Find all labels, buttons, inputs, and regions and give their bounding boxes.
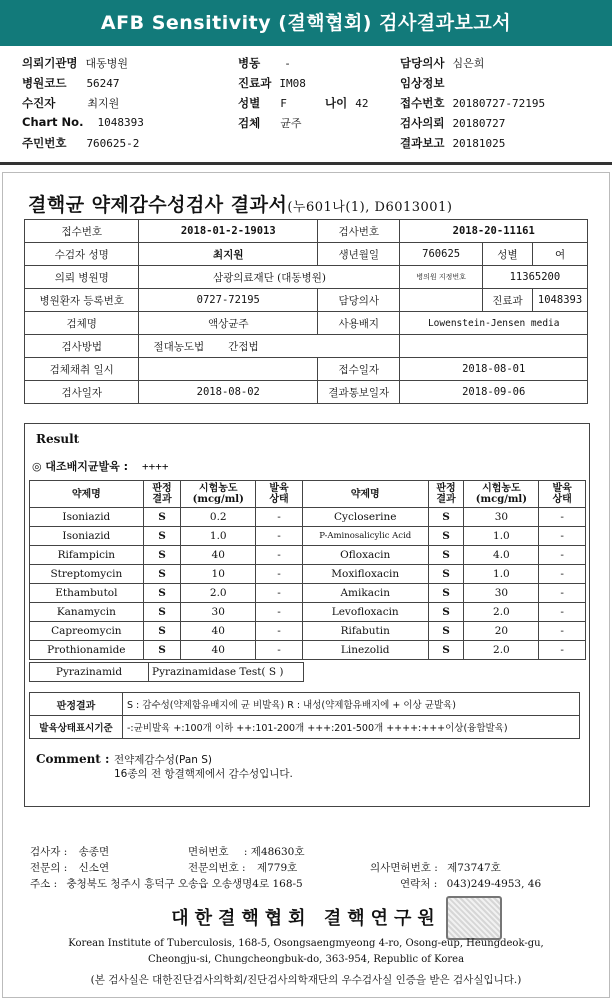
drug-result: S — [143, 527, 181, 546]
collect-date-label: 검체채취 일시 — [25, 358, 139, 381]
drug-result: S — [428, 622, 464, 641]
drug-result: S — [143, 622, 181, 641]
drug-name: Linezolid — [302, 641, 428, 660]
drug-header: 약제명 — [30, 481, 144, 508]
drug-header: 약제명 — [302, 481, 428, 508]
drug-conc: 30 — [464, 584, 539, 603]
drug-result: S — [428, 641, 464, 660]
drug-name: Streptomycin — [30, 565, 144, 584]
drug-result: S — [428, 565, 464, 584]
result-report-label: 결과보고 — [400, 136, 445, 150]
collect-date-value — [139, 358, 318, 381]
drug-result: S — [428, 527, 464, 546]
drug-growth: - — [539, 527, 586, 546]
table-row — [30, 527, 586, 546]
accreditation-note: (본 검사실은 대한진단검사의학회/진단검사의학재단의 우수검사실 인증을 받은 검사실입니다.) — [90, 974, 522, 986]
drug-name: Amikacin — [302, 584, 428, 603]
test-date-value: 2018-08-02 — [139, 381, 318, 404]
drug-growth: - — [539, 546, 586, 565]
patient-reg-value: 0727-72195 — [139, 289, 318, 312]
org-name: 대한결핵협회 결핵연구원 — [171, 908, 441, 929]
hosp-code-value: 11365200 — [482, 266, 587, 289]
drug-growth: - — [539, 584, 586, 603]
examinee-value: 최지원 — [87, 97, 120, 110]
table-row — [30, 603, 586, 622]
drug-growth: - — [256, 565, 303, 584]
drug-growth: - — [256, 641, 303, 660]
official-seal — [446, 896, 502, 940]
drug-result: S — [428, 508, 464, 527]
judge-header: 판정 결과 — [428, 481, 464, 508]
hosp-code-label: 병의원 지정번호 — [400, 266, 482, 289]
drug-conc: 40 — [181, 641, 256, 660]
sex-label: 성별 — [482, 243, 532, 266]
drug-result: S — [143, 584, 181, 603]
drug-result: S — [428, 603, 464, 622]
doc-title: 결핵균 약제감수성검사 결과서(누601나(1), D6013001) — [28, 194, 453, 216]
test-no-value: 2018-20-11161 — [400, 220, 588, 243]
specialist-value: 신소연 — [78, 862, 110, 874]
drug-result: S — [143, 641, 181, 660]
drug-conc: 0.2 — [181, 508, 256, 527]
test-request-value: 20180727 — [452, 117, 506, 130]
report-title: AFB Sensitivity (결핵협회) 검사결과보고서 — [0, 0, 612, 46]
drug-growth: - — [256, 584, 303, 603]
doctor-value — [400, 289, 482, 312]
drug-growth: - — [256, 508, 303, 527]
specimen-label: 검체 — [238, 116, 261, 130]
hospital-code-label: 병원코드 — [22, 76, 67, 90]
drug-conc: 1.0 — [464, 527, 539, 546]
receive-date-value: 2018-08-01 — [400, 358, 588, 381]
name-value: 최지원 — [139, 243, 318, 266]
table-row — [30, 641, 586, 660]
drug-growth: - — [256, 622, 303, 641]
doctor-license-value: 제73747호 — [447, 862, 501, 874]
comment-line-2: 16종의 전 항결핵제에서 감수성입니다. — [114, 768, 293, 780]
notify-date-label: 결과통보일자 — [318, 381, 400, 404]
drug-result: S — [143, 508, 181, 527]
req-hospital-value: 삼광의료재단 (대동병원) — [139, 266, 400, 289]
drug-result: S — [428, 546, 464, 565]
drug-name: Isoniazid — [30, 508, 144, 527]
address-value: 충청북도 청주시 흥덕구 오송읍 오송생명4로 168-5 — [66, 878, 303, 890]
ward-label: 병동 — [238, 56, 261, 70]
receipt-no-value: 20180727-72195 — [452, 97, 546, 110]
ward-value: - — [284, 57, 291, 70]
drug-name: Ofloxacin — [302, 546, 428, 565]
drug-conc: 4.0 — [464, 546, 539, 565]
drug-growth: - — [539, 565, 586, 584]
drug-growth: - — [256, 527, 303, 546]
test-date-label: 검사일자 — [25, 381, 139, 404]
req-hospital-label: 의뢰 병원명 — [25, 266, 139, 289]
specialist-no-label: 전문의번호 : — [188, 862, 246, 874]
specimen-value: 균주 — [280, 117, 302, 130]
doctor-label: 담당의사 — [318, 289, 400, 312]
specialist-label: 전문의 : — [30, 862, 68, 874]
drug-conc: 2.0 — [181, 584, 256, 603]
drug-result: S — [143, 603, 181, 622]
specimen-label: 검체명 — [25, 312, 139, 335]
dept-label: 진료과 — [482, 289, 532, 312]
medium-value: Lowenstein-Jensen media — [400, 312, 588, 335]
drug-name: Prothionamide — [30, 641, 144, 660]
method-label: 검사방법 — [25, 335, 139, 358]
birth-label: 생년월일 — [318, 243, 400, 266]
drug-name: Rifampicin — [30, 546, 144, 565]
drug-conc: 2.0 — [464, 603, 539, 622]
drug-result: S — [428, 584, 464, 603]
drug-name: Ethambutol — [30, 584, 144, 603]
table-row — [30, 546, 586, 565]
pyrazinamid-row — [29, 662, 304, 682]
license-label: 면허번호 — [188, 846, 229, 858]
comment-label: Comment : — [36, 752, 110, 766]
drug-conc: 2.0 — [464, 641, 539, 660]
drug-conc: 1.0 — [181, 527, 256, 546]
drug-conc: 20 — [464, 622, 539, 641]
dept-value: 1048393 — [533, 289, 588, 312]
result-report-value: 20181025 — [452, 137, 506, 150]
contact-label: 연락처 : — [400, 878, 438, 890]
patient-summary — [0, 50, 612, 158]
growth-header: 발육 상태 — [539, 481, 586, 508]
drug-growth: - — [256, 546, 303, 565]
section-divider — [0, 162, 612, 165]
notify-date-value: 2018-09-06 — [400, 381, 588, 404]
legend-table — [29, 692, 580, 739]
age-value: 42 — [355, 97, 369, 110]
chart-no-label: Chart No. — [22, 115, 84, 129]
contact-value: 043)249-4953, 46 — [446, 878, 542, 890]
drug-growth: - — [539, 508, 586, 527]
drug-name: Kanamycin — [30, 603, 144, 622]
hospital-code-value: 56247 — [86, 77, 120, 90]
drug-growth: - — [539, 641, 586, 660]
clinical-info-label: 임상정보 — [400, 76, 445, 90]
growth-legend-text: -:균비발육 +:100개 이하 ++:101-200개 +++:201-500개 ++++:+++이상(융합발육) — [123, 716, 580, 739]
table-row — [30, 584, 586, 603]
name-label: 수검자 성명 — [25, 243, 139, 266]
drug-conc: 40 — [181, 546, 256, 565]
drug-growth: - — [256, 603, 303, 622]
doc-title-code: (누601나(1), D6013001) — [287, 200, 453, 215]
table-row — [30, 622, 586, 641]
age-label: 나이 — [325, 96, 348, 110]
medium-label: 사용배지 — [318, 312, 400, 335]
table-row — [30, 508, 586, 527]
examinee-label: 수진자 — [22, 96, 56, 110]
pza-name: Pyrazinamid — [30, 663, 149, 682]
drug-conc: 30 — [464, 508, 539, 527]
result-heading: Result — [36, 432, 80, 446]
license-value: : 제48630호 — [243, 846, 305, 858]
drug-conc: 30 — [181, 603, 256, 622]
department-value: IM08 — [279, 77, 306, 90]
chart-no-value: 1048393 — [97, 116, 144, 129]
sex-value: 여 — [533, 243, 588, 266]
drug-name: Rifabutin — [302, 622, 428, 641]
growth-legend-label: 발육상태표시기준 — [30, 716, 123, 739]
drug-name: Cycloserine — [302, 508, 428, 527]
test-request-label: 검사의뢰 — [400, 116, 445, 130]
method-value: 절대농도법 간접법 — [139, 335, 400, 358]
institution-value: 대동병원 — [85, 57, 129, 70]
address-english-2: Cheongju-si, Chungcheongbuk-do, 363-954, Republic of Korea — [147, 954, 465, 965]
address-english-1: Korean Institute of Tuberculosis, 168-5, Osongsaengmyeong 4-ro, Osong-eup, Heungdeok-gu, — [68, 938, 544, 949]
drug-conc: 40 — [181, 622, 256, 641]
growth-header: 발육 상태 — [256, 481, 303, 508]
receipt-no-label: 접수번호 — [25, 220, 139, 243]
receipt-no-label: 접수번호 — [400, 96, 445, 110]
examiner-value: 송종면 — [78, 846, 110, 858]
test-no-label: 검사번호 — [318, 220, 400, 243]
drug-name: P-Aminosalicylic Acid — [302, 527, 428, 546]
drug-name: Moxifloxacin — [302, 565, 428, 584]
request-info-table — [24, 219, 588, 404]
conc-header: 시험농도 (mcg/ml) — [464, 481, 539, 508]
drug-name: Isoniazid — [30, 527, 144, 546]
table-row — [30, 565, 586, 584]
examiner-label: 검사자 : — [30, 846, 68, 858]
receipt-no-value: 2018-01-2-19013 — [139, 220, 318, 243]
receive-date-label: 접수일자 — [318, 358, 400, 381]
drug-conc: 1.0 — [464, 565, 539, 584]
department-label: 진료과 — [238, 76, 272, 90]
drug-sensitivity-table — [29, 480, 586, 660]
specimen-value: 액상균주 — [139, 312, 318, 335]
doctor-license-label: 의사면허번호 : — [370, 862, 438, 874]
institution-label: 의뢰기관명 — [22, 56, 78, 70]
comment-line-1: 전약제감수성(Pan S) — [114, 754, 213, 766]
resident-no-label: 주민번호 — [22, 136, 67, 150]
resident-no-value: 760625-2 — [86, 137, 140, 150]
drug-name: Capreomycin — [30, 622, 144, 641]
birth-value: 760625 — [400, 243, 482, 266]
drug-conc: 10 — [181, 565, 256, 584]
specialist-no-value: 제779호 — [256, 862, 298, 874]
drug-result: S — [143, 546, 181, 565]
conc-header: 시험농도 (mcg/ml) — [181, 481, 256, 508]
pza-result: Pyrazinamidase Test( S ) — [149, 663, 304, 682]
address-label: 주소 : — [30, 878, 58, 890]
control-growth-value: ++++ — [142, 460, 169, 473]
sex-value: F — [280, 97, 287, 110]
judge-legend-text: S : 감수성(약제함유배지에 균 비발육) R : 내성(약제함유배지에 + 이상 균발육) — [123, 693, 580, 716]
control-growth: ◎ 대조배지균발육 : ++++ — [32, 460, 169, 473]
patient-reg-label: 병원환자 등록번호 — [25, 289, 139, 312]
sex-label: 성별 — [238, 96, 261, 110]
drug-result: S — [143, 565, 181, 584]
judge-header: 판정 결과 — [143, 481, 181, 508]
doctor-value: 심은희 — [452, 57, 485, 70]
drug-growth: - — [539, 622, 586, 641]
drug-name: Levofloxacin — [302, 603, 428, 622]
drug-growth: - — [539, 603, 586, 622]
doctor-label: 담당의사 — [400, 56, 445, 70]
judge-legend-label: 판정결과 — [30, 693, 123, 716]
